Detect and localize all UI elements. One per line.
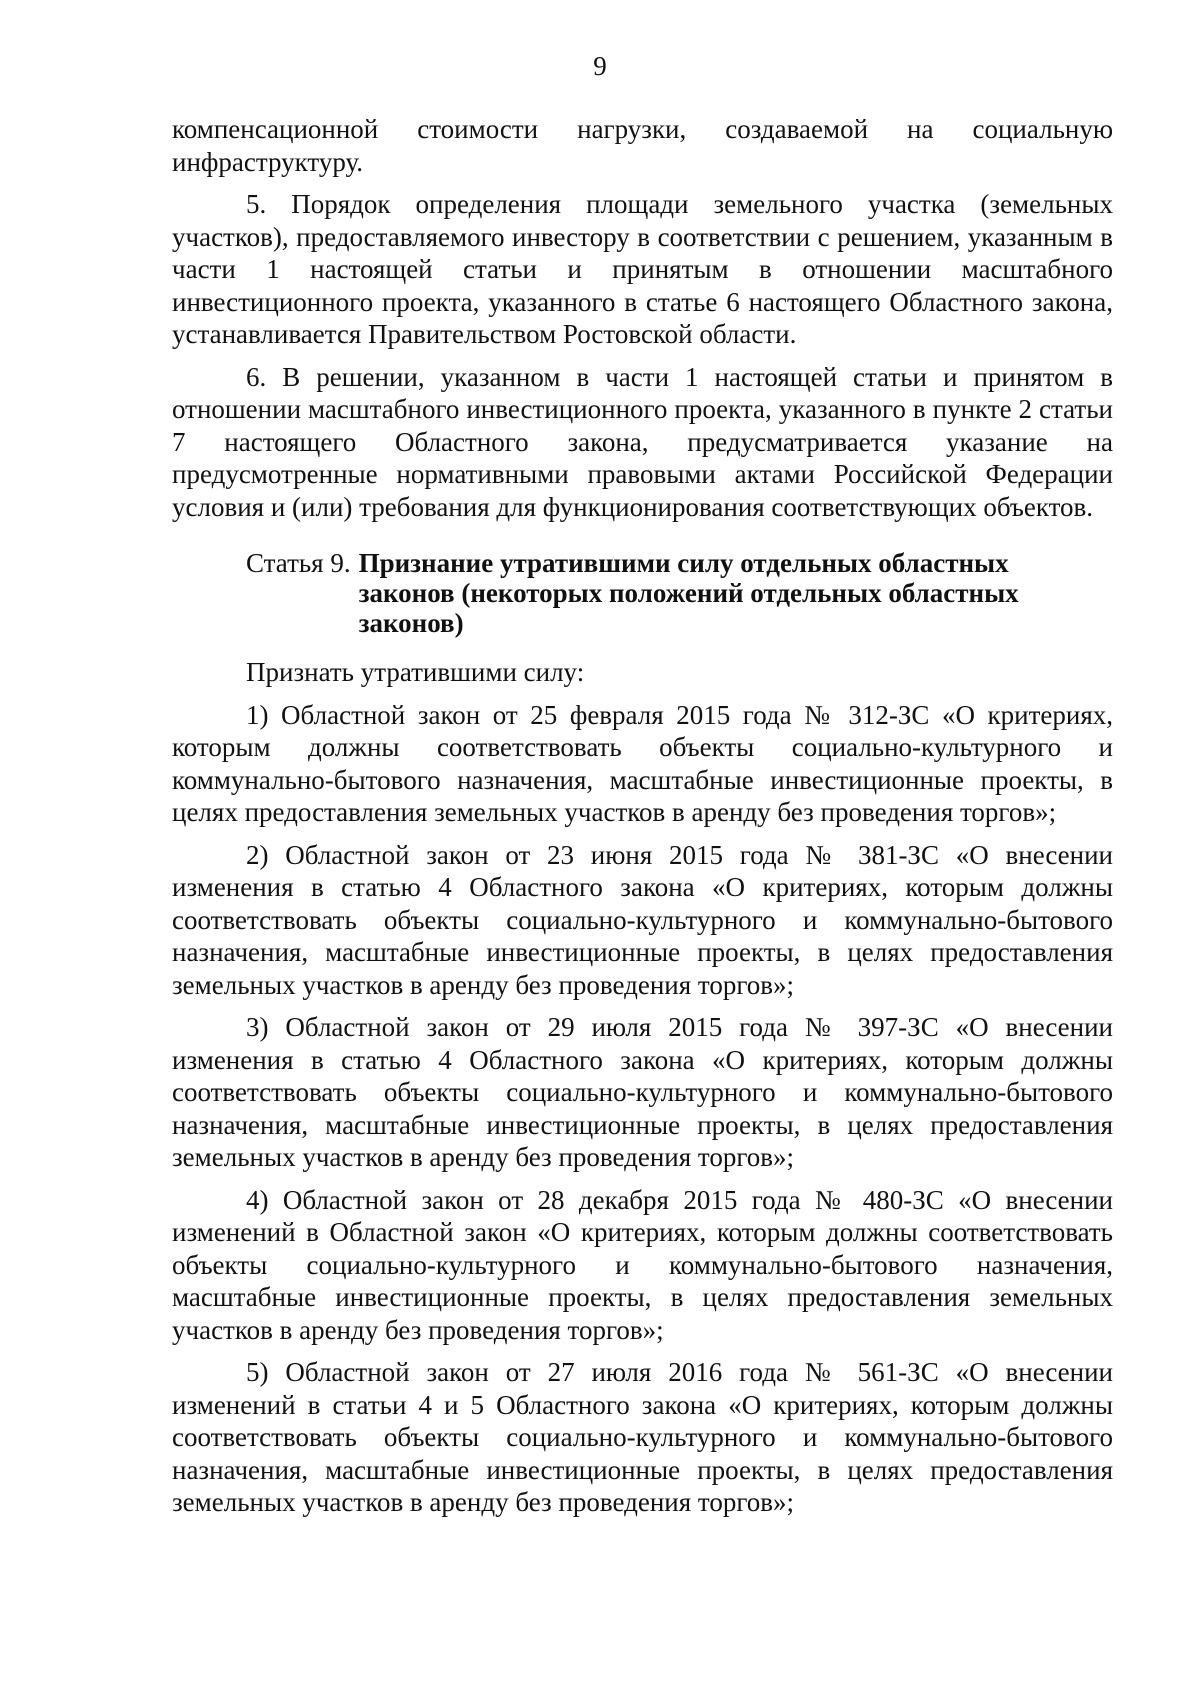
list-item: 4) Областной закон от 28 декабря 2015 года № 480-ЗС «О внесении изменений в Областной закон «О критериях, которым должны соответствовать объекты социально-культурного и коммунально-бытового назначения, масштабные инвестиционные проекты, в целях предоставления земельных участков в аренду без проведения торгов»;	[172, 1184, 1113, 1345]
article-title: Признание утратившими силу отдельных областных законов (некоторых положений отдельных областных законов)	[358, 548, 1019, 638]
paragraph-continuation: компенсационной стоимости нагрузки, создаваемой на социальную инфраструктуру.	[172, 114, 1113, 177]
paragraph-part-6: 6. В решении, указанном в части 1 настоящей статьи и принятом в отношении масштабного инвестиционного проекта, указанного в пункте 2 статьи 7 настоящего Областного закона, предусматривается указание на предусмотренные нормативными правовыми актами Российской Федерации условия и (или) требования для функционирования соответствующих объектов.	[172, 361, 1113, 522]
list-item: 2) Областной закон от 23 июня 2015 года № 381-ЗС «О внесении изменения в статью 4 Областного закона «О критериях, которым должны соответствовать объекты социально-культурного и коммунально-бытового назначения, масштабные инвестиционные проекты, в целях предоставления земельных участков в аренду без проведения торгов»;	[172, 839, 1113, 1000]
article-intro: Признать утратившими силу:	[246, 657, 585, 687]
page-number: 9	[593, 51, 607, 81]
list-item: 1) Областной закон от 25 февраля 2015 года № 312-ЗС «О критериях, которым должны соответствовать объекты социально-культурного и коммунально-бытового назначения, масштабные инвестиционные проекты, в целях предоставления земельных участков в аренду без проведения торгов»;	[172, 699, 1113, 827]
document-body	[172, 113, 1113, 1529]
article-label: Статья 9.	[246, 548, 351, 578]
paragraph-part-5: 5. Порядок определения площади земельного участка (земельных участков), предоставляемого инвестору в соответствии с решением, указанным в части 1 настоящей статьи и принятым в отношении масштабного инвестиционного проекта, указанного в статье 6 настоящего Областного закона, устанавливается Правительством Ростовской области.	[172, 189, 1113, 349]
article-heading	[246, 548, 1113, 638]
list-item: 3) Областной закон от 29 июля 2015 года № 397-ЗС «О внесении изменения в статью 4 Областного закона «О критериях, которым должны соответствовать объекты социально-культурного и коммунально-бытового назначения, масштабные инвестиционные проекты, в целях предоставления земельных участков в аренду без проведения торгов»;	[172, 1012, 1113, 1172]
list-item: 5) Областной закон от 27 июля 2016 года № 561-ЗС «О внесении изменений в статьи 4 и 5 Областного закона «О критериях, которым должны соответствовать объекты социально-культурного и коммунально-бытового назначения, масштабные инвестиционные проекты, в целях предоставления земельных участков в аренду без проведения торгов»;	[172, 1357, 1113, 1517]
